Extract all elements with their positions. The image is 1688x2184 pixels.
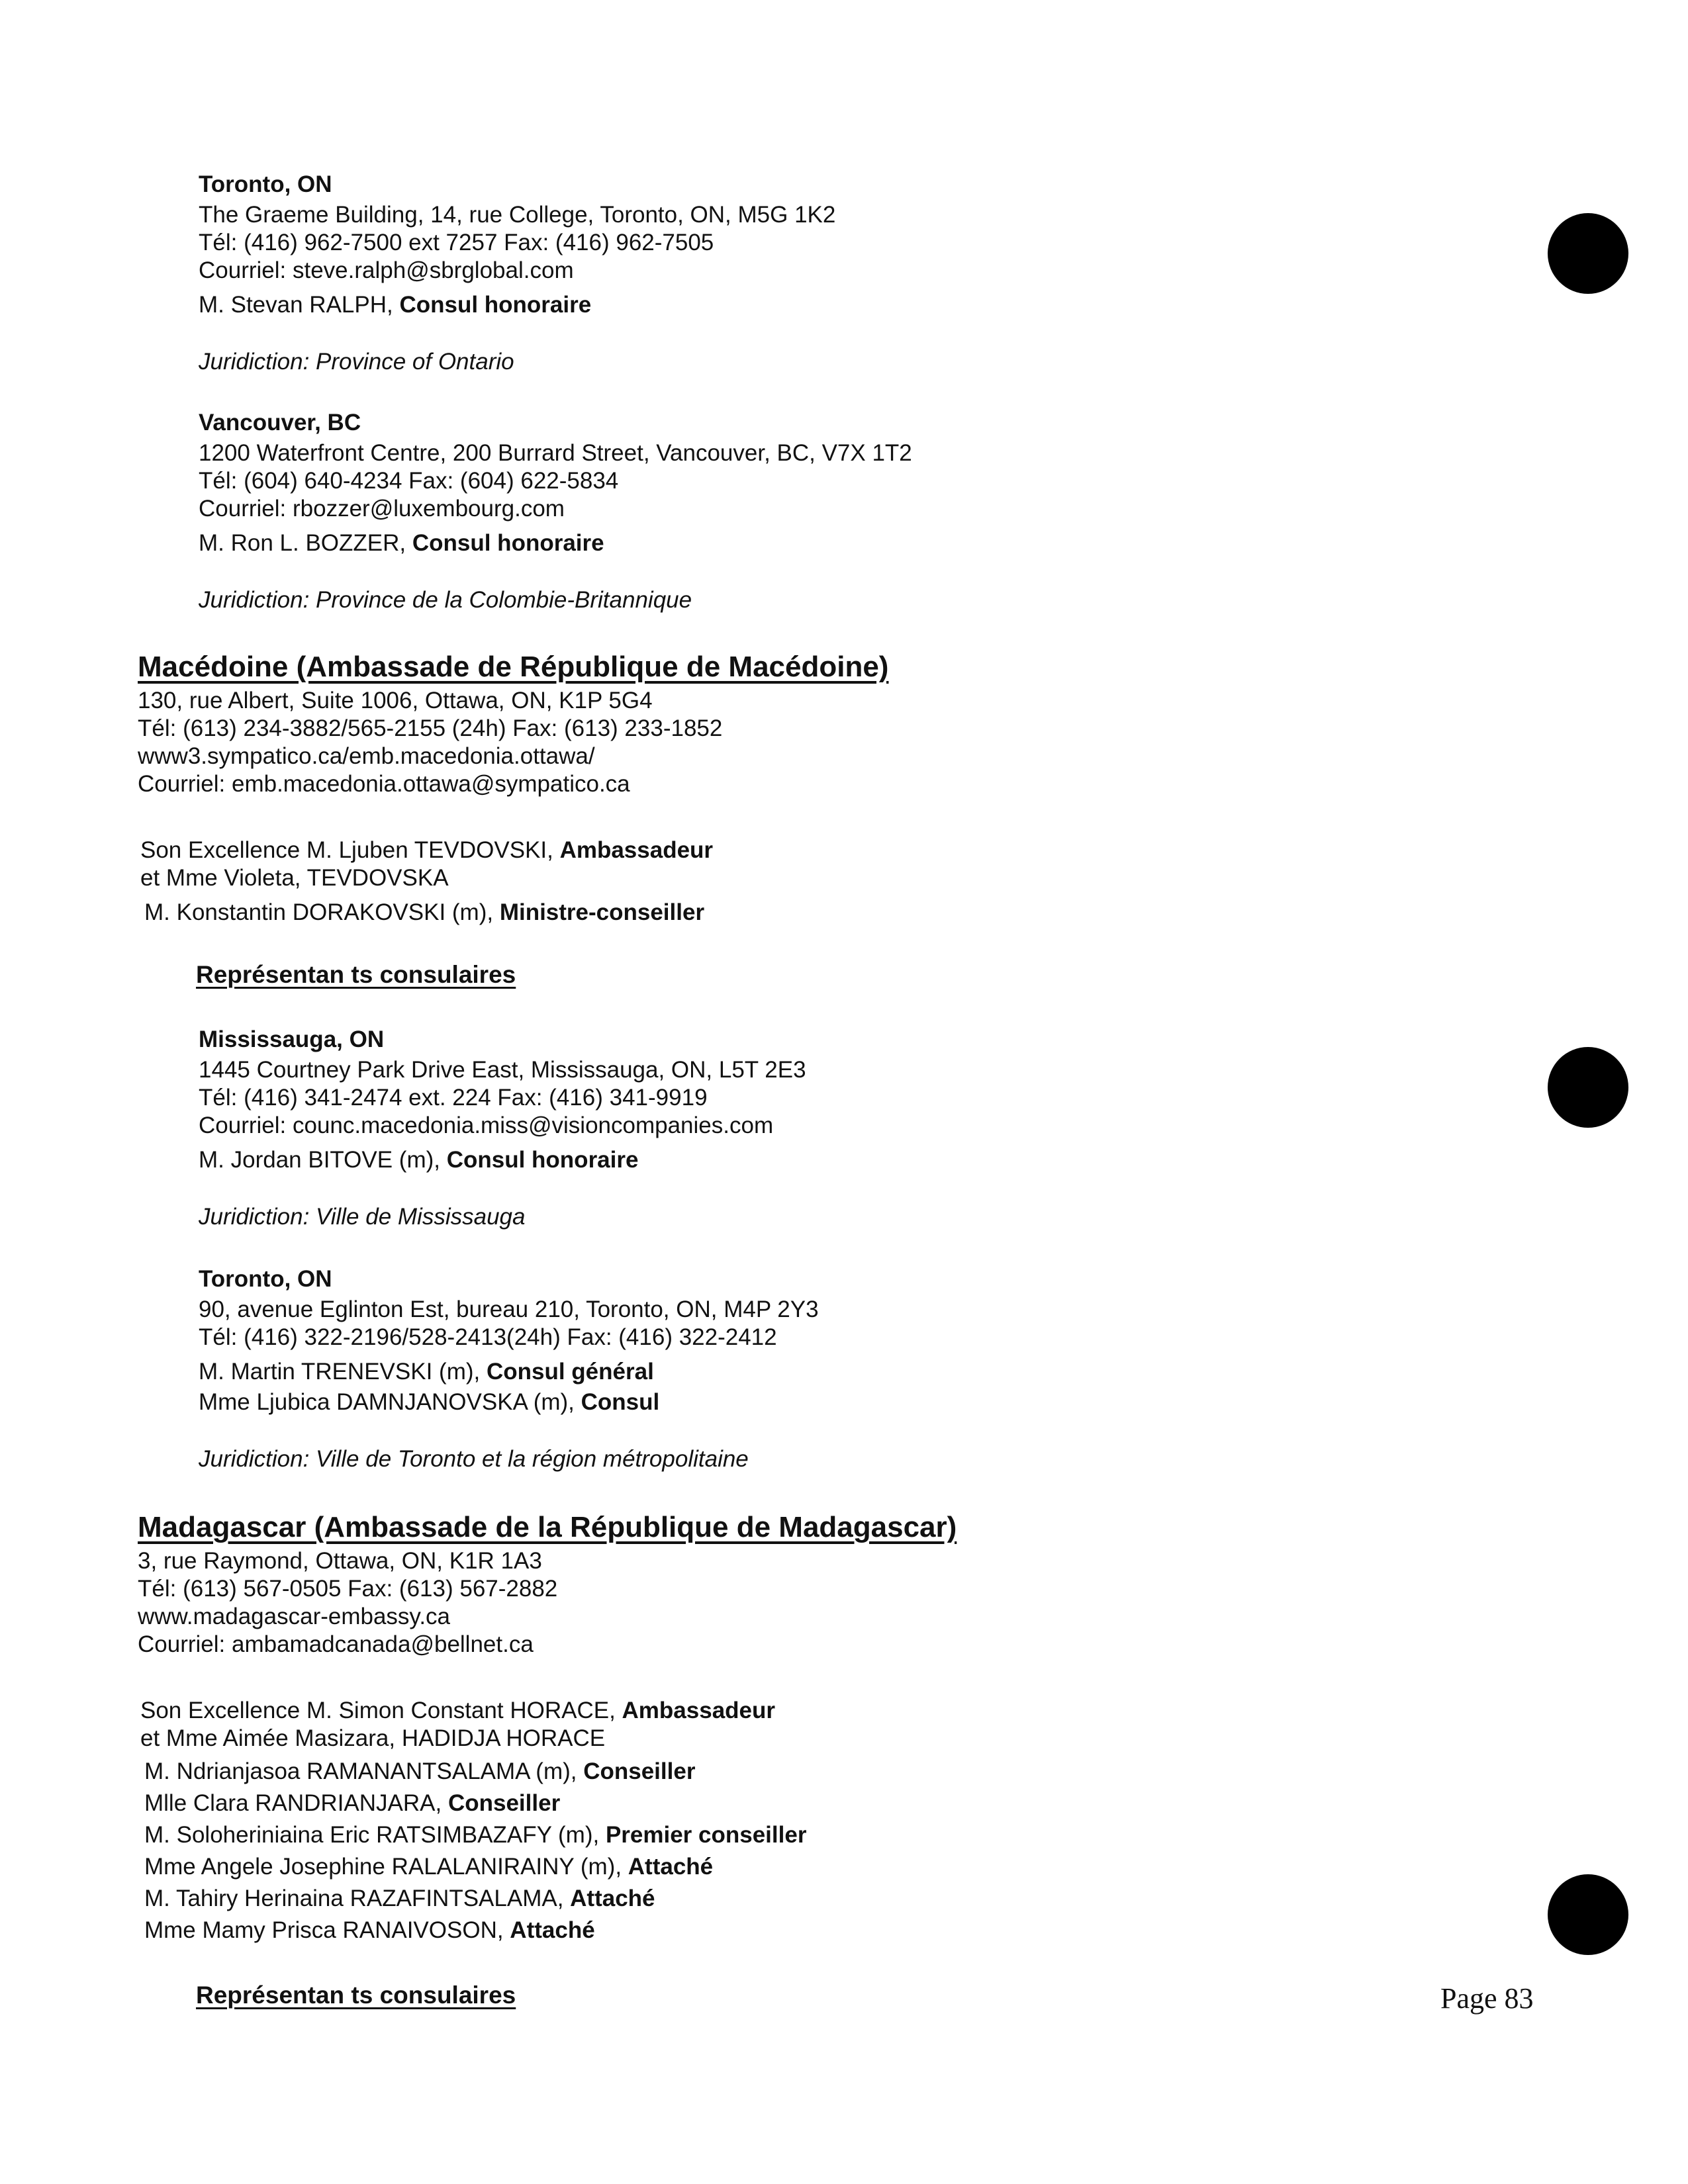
staff-entry: [144, 899, 704, 927]
consular-representatives-heading: Représentan ts consulaires: [196, 961, 516, 988]
consul-title: Consul honoraire: [446, 1147, 639, 1173]
staff-entry: [144, 1917, 595, 1944]
consul-title: Consul général: [486, 1359, 654, 1385]
staff-title: Attaché: [628, 1854, 714, 1880]
embassy-address: 3, rue Raymond, Ottawa, ON, K1R 1A3: [138, 1548, 542, 1574]
consulate-email: Courriel: rbozzer@luxembourg.com: [199, 496, 565, 522]
staff-name: Son Excellence M. Simon Constant HORACE,: [140, 1698, 622, 1723]
staff-title: Ambassadeur: [622, 1698, 775, 1723]
staff-title: Conseiller: [447, 1790, 561, 1816]
consul-name: Mme Ljubica DAMNJANOVSKA (m),: [199, 1389, 581, 1415]
binder-hole-middle: [1548, 1047, 1628, 1128]
staff-entry: [144, 1885, 655, 1913]
binder-hole-bottom: [1548, 1874, 1628, 1955]
embassy-address: 130, rue Albert, Suite 1006, Ottawa, ON, K1P 5G4: [138, 688, 653, 713]
embassy-website: www.madagascar-embassy.ca: [138, 1604, 451, 1629]
staff-title: Ambassadeur: [559, 837, 714, 863]
staff-entry: [144, 1790, 560, 1817]
staff-title: Attaché: [570, 1886, 655, 1911]
consulate-email: Courriel: steve.ralph@sbrglobal.com: [199, 257, 574, 283]
consular-representatives-heading: Représentan ts consulaires: [196, 1981, 516, 2009]
consul-title: Consul honoraire: [399, 292, 592, 318]
staff-name: M. Tahiry Herinaina RAZAFINTSALAMA,: [144, 1886, 571, 1911]
consulate-address: 90, avenue Eglinton Est, bureau 210, Toronto, ON, M4P 2Y3: [199, 1297, 819, 1322]
embassy-website: www3.sympatico.ca/emb.macedonia.ottawa/: [138, 743, 595, 769]
staff-title: Ministre-conseiller: [499, 899, 705, 925]
staff-name: Mme Angele Josephine RALALANIRAINY (m),: [144, 1854, 628, 1880]
consulate-address: The Graeme Building, 14, rue College, Toronto, ON, M5G 1K2: [199, 202, 836, 228]
consulate-address: 1445 Courtney Park Drive East, Mississauga, ON, L5T 2E3: [199, 1057, 806, 1083]
embassy-phone: Tél: (613) 567-0505 Fax: (613) 567-2882: [138, 1576, 558, 1602]
embassy-heading: Madagascar (Ambassade de la République de Madagascar): [138, 1511, 957, 1543]
consul-entry: [199, 1146, 638, 1174]
staff-entry: [140, 837, 713, 864]
staff-title: Premier conseiller: [605, 1822, 807, 1848]
embassy-email: Courriel: ambamadcanada@bellnet.ca: [138, 1631, 534, 1657]
staff-spouse: et Mme Aimée Masizara, HADIDJA HORACE: [140, 1725, 606, 1751]
consul-name: M. Ron L. BOZZER,: [199, 530, 412, 556]
consul-entry: [199, 291, 591, 319]
consul-entry: [199, 1388, 659, 1416]
consul-name: M. Martin TRENEVSKI (m),: [199, 1359, 487, 1385]
staff-name: Mlle Clara RANDRIANJARA,: [144, 1790, 448, 1816]
consulate-email: Courriel: counc.macedonia.miss@visioncompanies.com: [199, 1113, 774, 1138]
consul-name: M. Jordan BITOVE (m),: [199, 1147, 447, 1173]
consulate-jurisdiction: Juridiction: Ville de Toronto et la région métropolitaine: [199, 1446, 749, 1472]
staff-name: M. Konstantin DORAKOVSKI (m),: [144, 899, 500, 925]
consulate-city: Toronto, ON: [199, 1266, 332, 1292]
staff-name: M. Ndrianjasoa RAMANANTSALAMA (m),: [144, 1758, 584, 1784]
staff-spouse: et Mme Violeta, TEVDOVSKA: [140, 865, 449, 891]
consulate-city: Vancouver, BC: [199, 410, 361, 435]
consulate-phone: Tél: (604) 640-4234 Fax: (604) 622-5834: [199, 468, 619, 494]
consulate-city: Toronto, ON: [199, 171, 332, 197]
staff-name: M. Soloheriniaina Eric RATSIMBAZAFY (m),: [144, 1822, 606, 1848]
staff-entry: [144, 1758, 695, 1786]
binder-hole-top: [1548, 213, 1628, 294]
embassy-email: Courriel: emb.macedonia.ottawa@sympatico.ca: [138, 771, 630, 797]
staff-entry: [140, 1697, 775, 1725]
consul-title: Consul: [581, 1389, 660, 1415]
staff-name: Mme Mamy Prisca RANAIVOSON,: [144, 1917, 510, 1943]
staff-title: Attaché: [510, 1917, 595, 1943]
consulate-jurisdiction: Juridiction: Province of Ontario: [199, 349, 514, 375]
consul-entry: [199, 1358, 654, 1386]
consulate-jurisdiction: Juridiction: Province de la Colombie-Britannique: [199, 587, 692, 613]
consul-name: M. Stevan RALPH,: [199, 292, 400, 318]
consulate-city: Mississauga, ON: [199, 1026, 385, 1052]
staff-entry: [144, 1853, 713, 1881]
staff-name: Son Excellence M. Ljuben TEVDOVSKI,: [140, 837, 560, 863]
page-number: Page 83: [1440, 1982, 1534, 2015]
staff-entry: [144, 1821, 806, 1849]
consulate-jurisdiction: Juridiction: Ville de Mississauga: [199, 1204, 526, 1230]
consulate-phone: Tél: (416) 322-2196/528-2413(24h) Fax: (416) 322-2412: [199, 1324, 777, 1350]
embassy-phone: Tél: (613) 234-3882/565-2155 (24h) Fax: (613) 233-1852: [138, 715, 723, 741]
staff-title: Conseiller: [583, 1758, 696, 1784]
consul-entry: [199, 529, 604, 557]
consul-title: Consul honoraire: [412, 530, 604, 556]
consulate-address: 1200 Waterfront Centre, 200 Burrard Street, Vancouver, BC, V7X 1T2: [199, 440, 912, 466]
embassy-heading: Macédoine (Ambassade de République de Macédoine): [138, 651, 889, 683]
consulate-phone: Tél: (416) 962-7500 ext 7257 Fax: (416) 962-7505: [199, 230, 714, 255]
consulate-phone: Tél: (416) 341-2474 ext. 224 Fax: (416) 341-9919: [199, 1085, 708, 1111]
